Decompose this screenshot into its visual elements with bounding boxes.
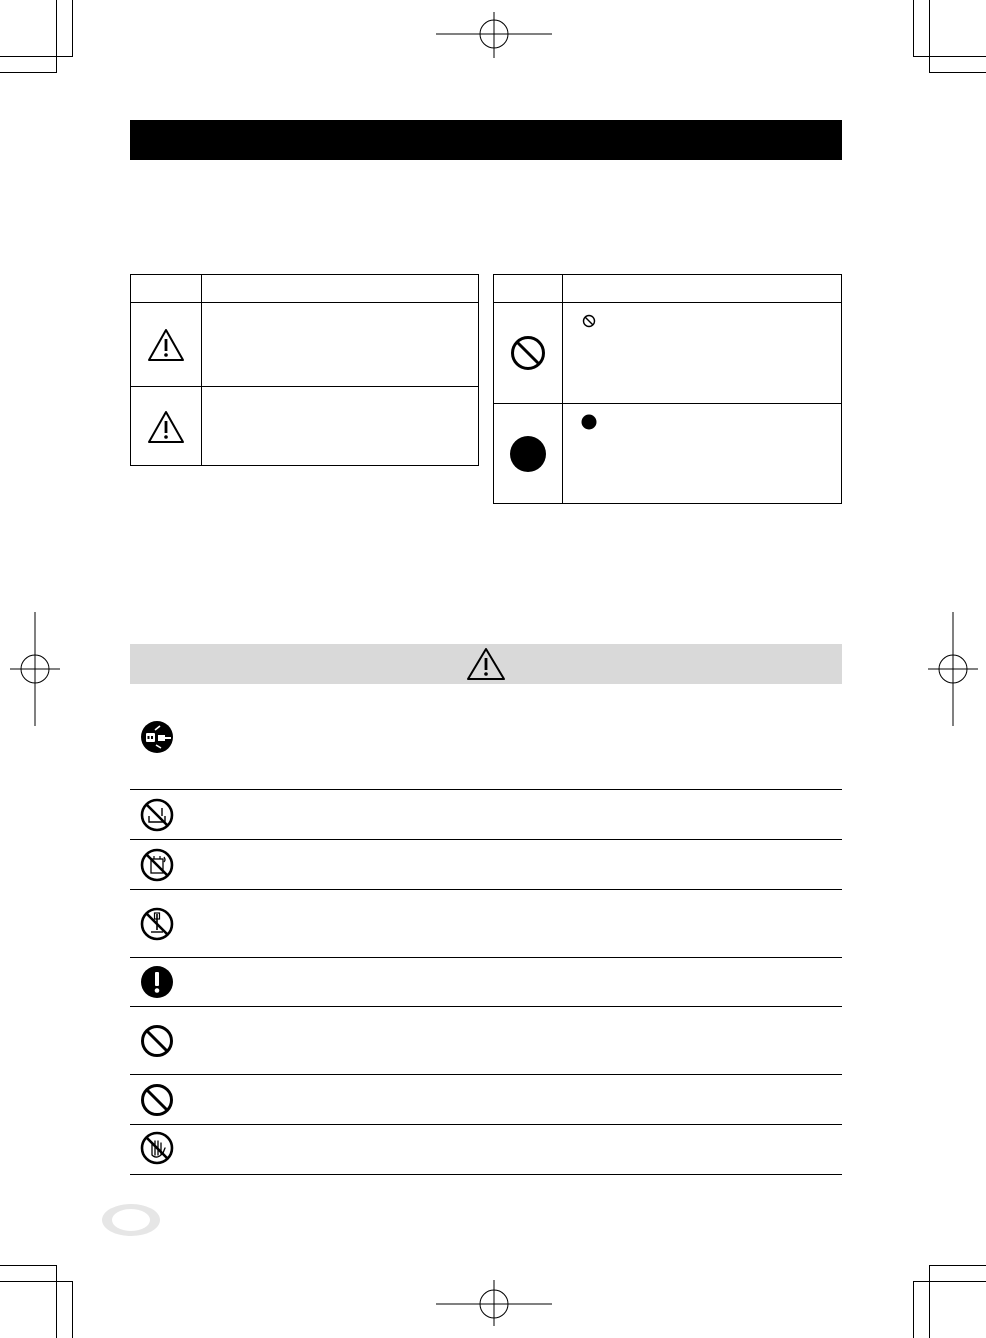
warning-section-header — [130, 644, 842, 684]
registration-mark-bottom — [436, 1280, 552, 1326]
warning-item-text — [190, 1125, 842, 1174]
registration-mark-left — [10, 612, 60, 726]
warning-item — [130, 958, 842, 1007]
table-row — [131, 387, 478, 466]
no-disassemble-icon — [140, 907, 174, 941]
table-row — [494, 404, 841, 503]
mandatory-exclamation-icon — [140, 965, 174, 999]
mandatory-dot-icon — [509, 435, 547, 473]
small-prohibition-icon — [582, 314, 596, 328]
warning-triangle-icon — [466, 647, 506, 681]
page-number-badge — [102, 1204, 160, 1236]
pictogram-symbol-table — [493, 274, 842, 504]
warning-item — [130, 790, 842, 840]
warning-triangle-icon — [147, 410, 185, 444]
registration-mark-right — [928, 612, 978, 726]
warning-item-text — [190, 958, 842, 1006]
prohibition-icon — [510, 335, 546, 371]
warning-item — [130, 684, 842, 790]
row-description — [202, 387, 478, 466]
warning-item-text — [190, 1007, 842, 1074]
row-description — [202, 303, 478, 386]
warning-item — [130, 1075, 842, 1125]
warning-item — [130, 890, 842, 958]
registration-mark-top — [436, 12, 552, 58]
warning-item-text — [190, 790, 842, 839]
warning-item — [130, 1007, 842, 1075]
no-water-icon — [140, 848, 174, 882]
prohibition-icon — [140, 1024, 174, 1058]
small-mandatory-dot-icon — [581, 414, 597, 430]
warning-item — [130, 840, 842, 890]
warning-item-text — [190, 840, 842, 889]
no-bath-icon — [140, 798, 174, 832]
warning-symbol-table — [130, 274, 479, 466]
table-header — [131, 275, 478, 303]
unplug-icon — [140, 720, 174, 754]
prohibition-icon — [140, 1083, 174, 1117]
table-header — [494, 275, 841, 303]
table-row — [131, 303, 478, 387]
no-touch-icon — [140, 1131, 174, 1165]
table-row — [494, 303, 841, 404]
warning-item-text — [190, 684, 842, 789]
warning-item-text — [190, 1075, 842, 1124]
warning-triangle-icon — [147, 328, 185, 362]
title-bar — [130, 120, 842, 160]
warning-item — [130, 1125, 842, 1175]
warning-item-text — [190, 890, 842, 957]
